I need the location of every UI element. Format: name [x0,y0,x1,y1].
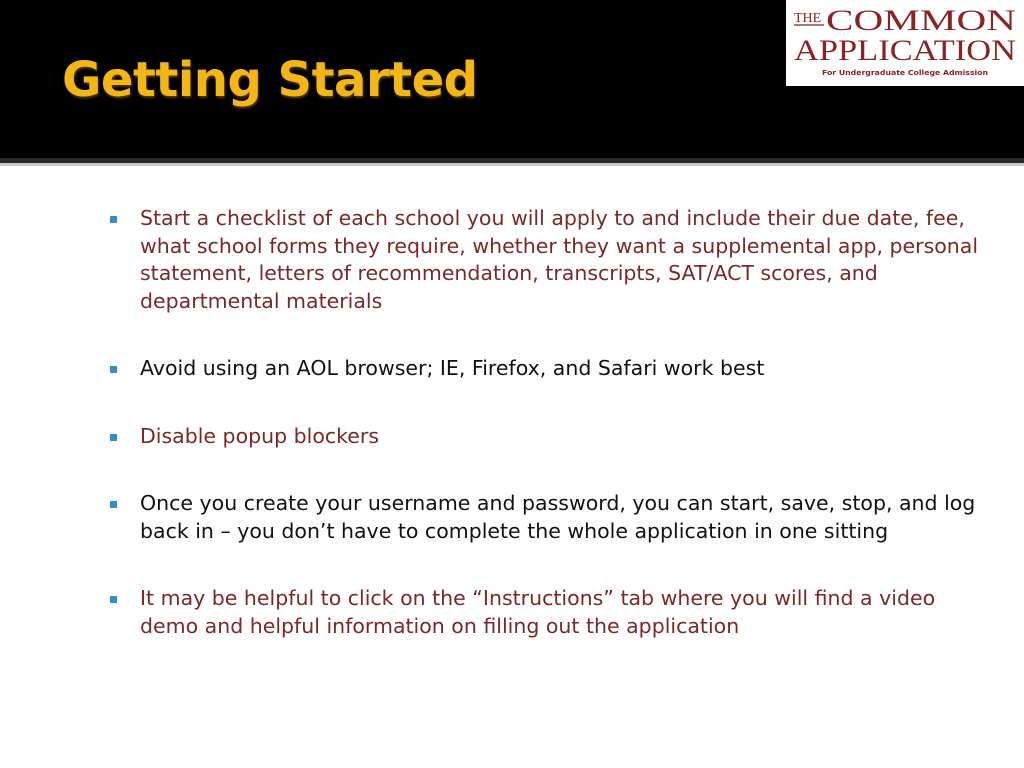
logo-application-text: APPLICATION [794,34,1016,67]
bullet-text: Disable popup blockers [140,423,380,448]
square-bullet-icon [110,596,117,603]
bullet-text: Start a checklist of each school you will apply to and include their due date, fee, what school forms they require, whether they want a supplemental app, personal statement, letters of recommendation, transcripts, SAT/ACT scores, and departmental materials [140,206,979,313]
square-bullet-icon [110,434,117,441]
title-bar [0,0,1024,158]
square-bullet-icon [110,216,117,223]
bullet-text: It may be helpful to click on the “Instructions” tab where you will find a video demo and helpful information on filling out the application [140,586,936,638]
logo-the-text: THE [794,11,822,26]
bullet-item-popup [110,423,990,451]
title-divider-shadow [0,163,1024,166]
common-application-logo [786,0,1024,86]
common-application-logo-graphic [786,0,1024,86]
square-bullet-icon [110,366,117,373]
bullet-item-username [110,490,990,545]
bullet-item-instructions [110,585,990,640]
bullet-item-checklist [110,205,990,315]
slide-title: Getting Started [62,52,478,108]
bullet-item-browser [110,355,990,383]
bullet-list [110,205,990,680]
logo-common-text: COMMON [826,4,1016,37]
bullet-text: Once you create your username and password, you can start, save, stop, and log back in – you don’t have to complete the whole application in one sitting [140,491,976,543]
bullet-text: Avoid using an AOL browser; IE, Firefox, and Safari work best [140,356,765,380]
square-bullet-icon [110,501,117,508]
logo-tagline: For Undergraduate College Admission [822,69,989,77]
